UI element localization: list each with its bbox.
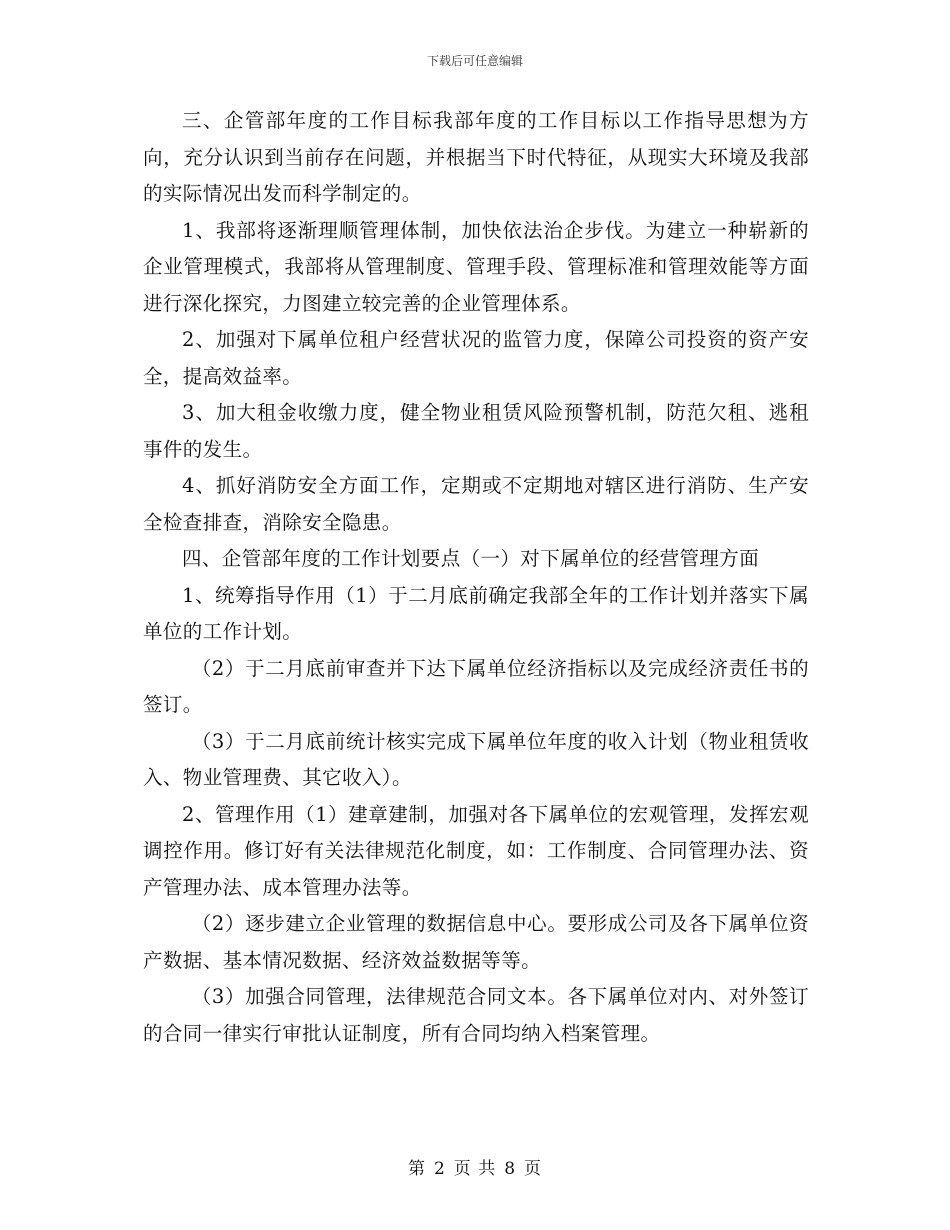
paragraph: 四、企管部年度的工作计划要点（一）对下属单位的经营管理方面	[182, 547, 760, 570]
page-number: 2	[433, 1159, 446, 1179]
paragraph: 2、加强对下属单位租户经营状况的监管力度，保障公司投资的资产安全，提高效益率。	[143, 328, 809, 388]
paragraph: （3）加强合同管理，法律规范合同文本。各下属单位对内、对外签订的合同一律实行审批认证制度，所有合同均纳入档案管理。	[143, 985, 809, 1045]
paragraph: （2）逐步建立企业管理的数据信息中心。要形成公司及各下属单位资产数据、基本情况数据、经济效益数据等等。	[143, 912, 809, 972]
total-pages: 8	[504, 1159, 517, 1179]
footer-suffix: 页	[524, 1159, 543, 1179]
paragraph: 1、统筹指导作用（1）于二月底前确定我部全年的工作计划并落实下属单位的工作计划。	[143, 583, 809, 643]
paragraph: 三、企管部年度的工作目标我部年度的工作目标以工作指导思想为方向，充分认识到当前存在问题，并根据当下时代特征，从现实大环境及我部的实际情况出发而科学制定的。	[143, 109, 809, 205]
footer-middle: 页 共	[453, 1159, 497, 1179]
document-body	[143, 103, 809, 1052]
page-footer	[0, 1154, 950, 1179]
paragraph: 1、我部将逐渐理顺管理体制，加快依法治企步伐。为建立一种崭新的企业管理模式，我部将从管理制度、管理手段、管理标准和管理效能等方面进行深化探究，力图建立较完善的企业管理体系。	[143, 218, 809, 315]
paragraph: 2、管理作用（1）建章建制，加强对各下属单位的宏观管理，发挥宏观调控作用。修订好有关法律规范化制度，如：工作制度、合同管理办法、资产管理办法、成本管理办法等。	[143, 802, 809, 899]
paragraph: 4、抓好消防安全方面工作，定期或不定期地对辖区进行消防、生产安全检查排查，消除安全隐患。	[143, 474, 809, 534]
paragraph: （2）于二月底前审查并下达下属单位经济指标以及完成经济责任书的签订。	[143, 656, 809, 716]
paragraph: 3、加大租金收缴力度，健全物业租赁风险预警机制，防范欠租、逃租事件的发生。	[143, 401, 809, 461]
footer-prefix: 第	[407, 1159, 426, 1179]
page-header-note: 下载后可任意编辑	[426, 54, 523, 68]
paragraph: （3）于二月底前统计核实完成下属单位年度的收入计划（物业租赁收入、物业管理费、其它收入）。	[143, 729, 809, 789]
